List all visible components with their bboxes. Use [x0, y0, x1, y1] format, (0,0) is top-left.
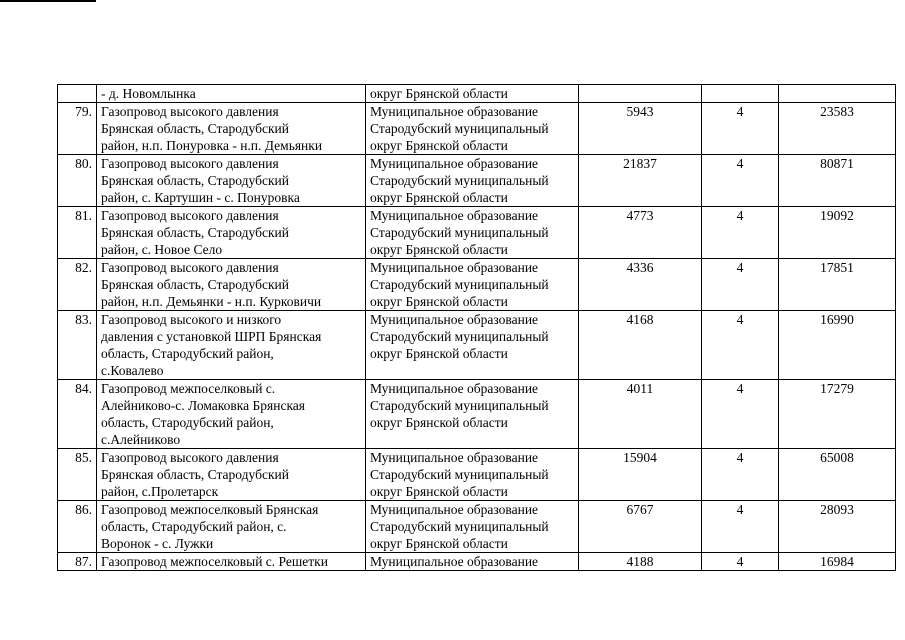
table-row: [58, 259, 896, 311]
table-row: [58, 380, 896, 449]
table-row: [58, 85, 896, 103]
amount-value: 80871: [779, 155, 896, 207]
length-value: 4011: [579, 380, 702, 449]
object-name-line: Газопровод высокого давления: [101, 104, 279, 119]
owner-name: [366, 155, 579, 207]
amount-value: 16984: [779, 553, 896, 571]
object-name-line: Газопровод высокого давления: [101, 208, 279, 223]
owner-name-line: Муниципальное образование: [370, 554, 539, 569]
length-value: 6767: [579, 501, 702, 553]
owner-name-line: Стародубский муниципальный: [370, 225, 549, 240]
owner-name-line: Муниципальное образование: [370, 208, 539, 223]
owner-name-line: Стародубский муниципальный: [370, 277, 549, 292]
row-number: 80.: [58, 155, 97, 207]
length-value: [579, 85, 702, 103]
owner-name-line: Муниципальное образование: [370, 104, 539, 119]
object-name-line: Брянская область, Стародубский: [101, 467, 289, 482]
object-name-line: Газопровод высокого давления: [101, 156, 279, 171]
owner-name: [366, 449, 579, 501]
table-row: [58, 553, 896, 571]
object-name-line: район, с. Картушин - с. Понуровка: [101, 190, 300, 205]
object-name: [97, 85, 366, 103]
owner-name-line: округ Брянской области: [370, 536, 508, 551]
owner-name-line: Муниципальное образование: [370, 450, 539, 465]
pressure-value: 4: [702, 311, 779, 380]
object-name-line: Газопровод межпоселковый Брянская: [101, 502, 319, 517]
amount-value: 17851: [779, 259, 896, 311]
object-name-line: область, Стародубский район, с.: [101, 519, 287, 534]
length-value: 4773: [579, 207, 702, 259]
owner-name: [366, 103, 579, 155]
row-number: [58, 85, 97, 103]
table-row: [58, 449, 896, 501]
amount-value: 16990: [779, 311, 896, 380]
pressure-value: 4: [702, 449, 779, 501]
pressure-value: 4: [702, 155, 779, 207]
owner-name-line: округ Брянской области: [370, 346, 508, 361]
owner-name: [366, 501, 579, 553]
object-name-line: с.Алейниково: [101, 432, 181, 447]
owner-name-line: Муниципальное образование: [370, 502, 539, 517]
object-name-line: Алейниково-с. Ломаковка Брянская: [101, 398, 306, 413]
table-row: [58, 103, 896, 155]
pressure-value: 4: [702, 553, 779, 571]
object-name-line: область, Стародубский район,: [101, 415, 274, 430]
row-number: 84.: [58, 380, 97, 449]
owner-name: [366, 311, 579, 380]
length-value: 4168: [579, 311, 702, 380]
owner-name: [366, 380, 579, 449]
object-name: [97, 207, 366, 259]
owner-name-line: Муниципальное образование: [370, 156, 539, 171]
owner-name-line: Муниципальное образование: [370, 381, 539, 396]
owner-name-line: Стародубский муниципальный: [370, 467, 549, 482]
top-rule: [0, 0, 96, 2]
row-number: 79.: [58, 103, 97, 155]
owner-name-line: Стародубский муниципальный: [370, 519, 549, 534]
pressure-value: 4: [702, 103, 779, 155]
owner-name: [366, 553, 579, 571]
owner-name-line: Стародубский муниципальный: [370, 398, 549, 413]
amount-value: [779, 85, 896, 103]
row-number: 83.: [58, 311, 97, 380]
pressure-value: 4: [702, 207, 779, 259]
object-name-line: Брянская область, Стародубский: [101, 121, 289, 136]
table-row: [58, 155, 896, 207]
object-name-line: район, с. Новое Село: [101, 242, 223, 257]
object-name: [97, 155, 366, 207]
owner-name-line: округ Брянской области: [370, 242, 508, 257]
object-name-line: - д. Новомлынка: [101, 86, 196, 101]
amount-value: 28093: [779, 501, 896, 553]
owner-name-line: округ Брянской области: [370, 86, 508, 101]
row-number: 82.: [58, 259, 97, 311]
object-name: [97, 103, 366, 155]
table-body: [58, 85, 896, 571]
object-name: [97, 501, 366, 553]
length-value: 21837: [579, 155, 702, 207]
object-name-line: Брянская область, Стародубский: [101, 173, 289, 188]
object-name-line: район, н.п. Понуровка - н.п. Демьянки: [101, 138, 323, 153]
object-name-line: с.Ковалево: [101, 363, 164, 378]
amount-value: 65008: [779, 449, 896, 501]
object-name-line: Воронок - с. Лужки: [101, 536, 214, 551]
row-number: 87.: [58, 553, 97, 571]
owner-name: [366, 259, 579, 311]
owner-name-line: Стародубский муниципальный: [370, 329, 549, 344]
object-name-line: Газопровод межпоселковый с.: [101, 381, 276, 396]
object-name-line: давления с установкой ШРП Брянская: [101, 329, 322, 344]
object-name-line: область, Стародубский район,: [101, 346, 274, 361]
owner-name: [366, 207, 579, 259]
owner-name-line: Муниципальное образование: [370, 312, 539, 327]
owner-name-line: округ Брянской области: [370, 294, 508, 309]
object-name-line: Брянская область, Стародубский: [101, 225, 289, 240]
row-number: 86.: [58, 501, 97, 553]
owner-name: [366, 85, 579, 103]
owner-name-line: Стародубский муниципальный: [370, 173, 549, 188]
pressure-value: 4: [702, 501, 779, 553]
object-name-line: Газопровод высокого давления: [101, 260, 279, 275]
object-name: [97, 449, 366, 501]
object-name-line: Газопровод высокого и низкого: [101, 312, 282, 327]
length-value: 4336: [579, 259, 702, 311]
table-row: [58, 207, 896, 259]
row-number: 85.: [58, 449, 97, 501]
gas-pipeline-table: [57, 84, 896, 571]
owner-name-line: округ Брянской области: [370, 484, 508, 499]
owner-name-line: Стародубский муниципальный: [370, 121, 549, 136]
object-name: [97, 380, 366, 449]
owner-name-line: округ Брянской области: [370, 138, 508, 153]
table-row: [58, 501, 896, 553]
owner-name-line: округ Брянской области: [370, 415, 508, 430]
pressure-value: [702, 85, 779, 103]
owner-name-line: Муниципальное образование: [370, 260, 539, 275]
object-name-line: район, н.п. Демьянки - н.п. Курковичи: [101, 294, 322, 309]
object-name: [97, 311, 366, 380]
object-name-line: район, с.Пролетарск: [101, 484, 219, 499]
length-value: 15904: [579, 449, 702, 501]
amount-value: 23583: [779, 103, 896, 155]
length-value: 5943: [579, 103, 702, 155]
row-number: 81.: [58, 207, 97, 259]
amount-value: 17279: [779, 380, 896, 449]
object-name: [97, 259, 366, 311]
object-name-line: Газопровод межпоселковый с. Решетки: [101, 554, 328, 569]
amount-value: 19092: [779, 207, 896, 259]
object-name-line: Брянская область, Стародубский: [101, 277, 289, 292]
owner-name-line: округ Брянской области: [370, 190, 508, 205]
table-row: [58, 311, 896, 380]
pressure-value: 4: [702, 259, 779, 311]
object-name: [97, 553, 366, 571]
pressure-value: 4: [702, 380, 779, 449]
length-value: 4188: [579, 553, 702, 571]
object-name-line: Газопровод высокого давления: [101, 450, 279, 465]
